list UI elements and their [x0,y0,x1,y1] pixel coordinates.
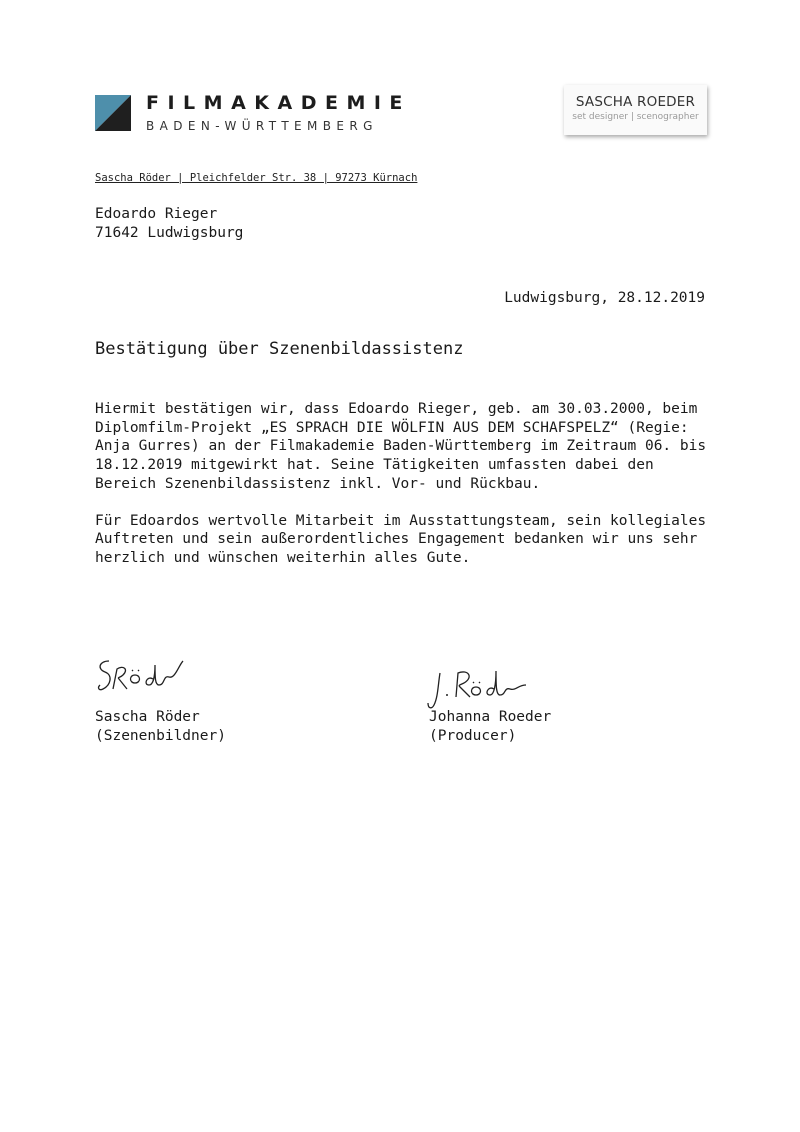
letter-body [95,400,710,586]
badge-role: set designer | scenographer [572,112,699,122]
body-paragraph-1: Hiermit bestätigen wir, dass Edoardo Rieger, geb. am 30.03.2000, beim Diplomfilm-Projekt „ES SPRACH DIE WÖLFIN AUS DEM SCHAFSPELZ“ (Regie: Anja Gurres) an der Filmakademie Baden-Württemberg im Zeitraum 06. bis 18.12.2019 mitgewirkt hat. Seine Tätigkeiten umfassten dabei den Bereich Szenenbildassistenz inkl. Vor- und Rückbau. [95,401,707,492]
designer-badge [564,85,707,135]
sender-address-line: Sascha Röder | Pleichfelder Str. 38 | 97273 Kürnach [95,172,418,184]
recipient-block [95,205,243,243]
signature-left-handwritten [95,655,187,697]
signer-right-role: (Producer) [429,728,517,744]
signature-left [95,708,226,746]
signature-right-handwritten [418,663,536,711]
recipient-name: Edoardo Rieger [95,206,218,222]
filmakademie-logo-icon [95,95,131,131]
signer-left-name: Sascha Röder [95,709,200,725]
signature-right [429,708,551,746]
badge-name: SASCHA ROEDER [575,94,696,110]
body-paragraph-2: Für Edoardos wertvolle Mitarbeit im Ausstattungsteam, sein kollegiales Auftreten und sein außerordentliches Engagement bedanken wir uns sehr herzlich und wünschen weiterhin alles Gute. [95,512,707,566]
logo-title: FILMAKADEMIE [146,92,411,114]
recipient-city: 71642 Ludwigsburg [95,225,244,241]
letter-subject: Bestätigung über Szenenbildassistenz [95,339,464,359]
logo-subtitle: BADEN-WÜRTTEMBERG [146,119,378,133]
date-line: Ludwigsburg, 28.12.2019 [504,290,705,306]
signer-right-name: Johanna Roeder [429,709,552,725]
signer-left-role: (Szenenbildner) [95,728,226,744]
